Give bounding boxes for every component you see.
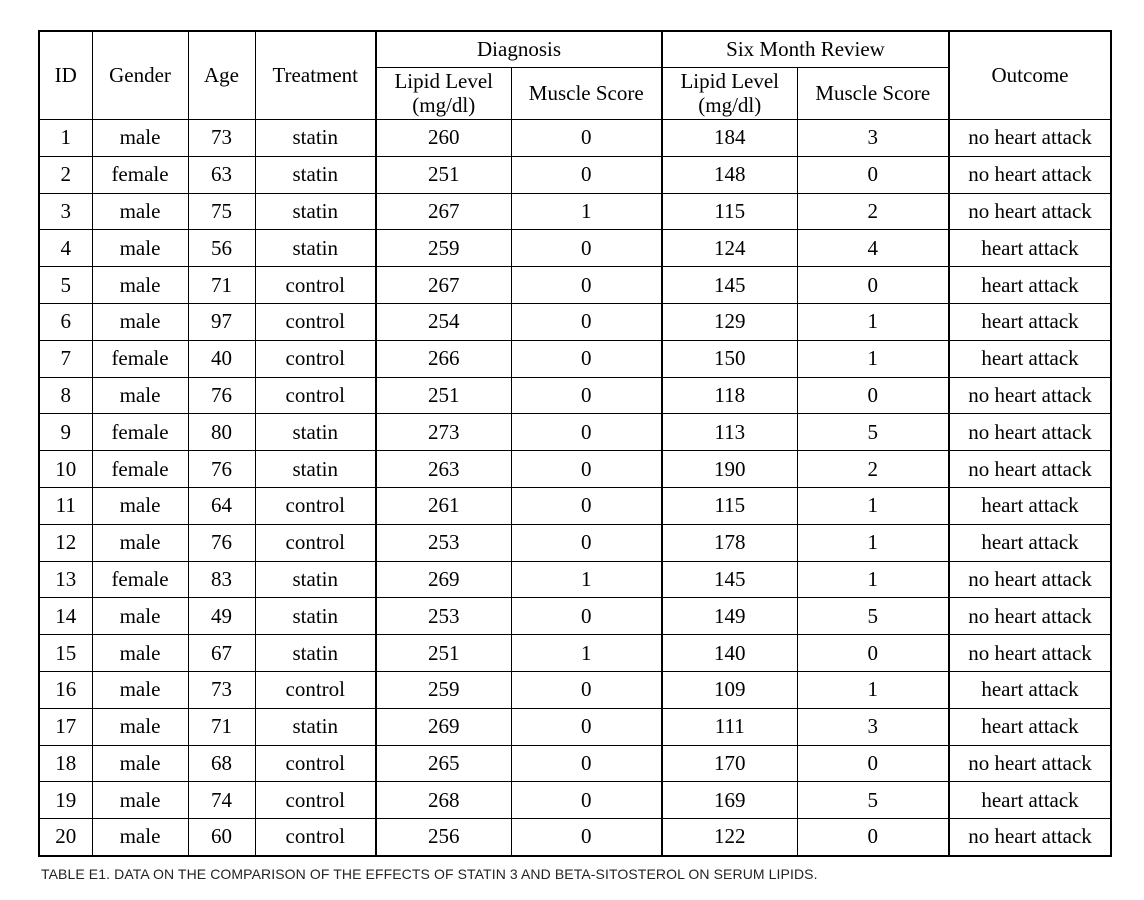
age-cell: 64 bbox=[188, 487, 255, 524]
treatment-cell: control bbox=[255, 671, 376, 708]
diagnosis-lipid-cell: 269 bbox=[376, 708, 511, 745]
diagnosis-lipid-cell: 251 bbox=[376, 635, 511, 672]
diagnosis-muscle-cell: 0 bbox=[511, 414, 662, 451]
outcome-cell: no heart attack bbox=[949, 745, 1111, 782]
gender-cell: male bbox=[92, 745, 188, 782]
id-cell: 12 bbox=[39, 524, 92, 561]
table-row bbox=[39, 671, 1111, 708]
id-cell: 5 bbox=[39, 267, 92, 304]
diagnosis-muscle-cell: 0 bbox=[511, 745, 662, 782]
gender-cell: male bbox=[92, 193, 188, 230]
age-cell: 71 bbox=[188, 267, 255, 304]
header-outcome: Outcome bbox=[949, 31, 1111, 120]
review-lipid-cell: 109 bbox=[662, 671, 797, 708]
review-muscle-cell: 0 bbox=[797, 156, 949, 193]
id-cell: 8 bbox=[39, 377, 92, 414]
review-muscle-cell: 1 bbox=[797, 487, 949, 524]
age-cell: 76 bbox=[188, 451, 255, 488]
diagnosis-lipid-cell: 251 bbox=[376, 156, 511, 193]
lipid-level-label: Lipid Level bbox=[394, 69, 494, 94]
gender-cell: male bbox=[92, 635, 188, 672]
table-row bbox=[39, 193, 1111, 230]
age-cell: 83 bbox=[188, 561, 255, 598]
table-row bbox=[39, 340, 1111, 377]
treatment-cell: control bbox=[255, 524, 376, 561]
review-lipid-cell: 145 bbox=[662, 561, 797, 598]
diagnosis-muscle-cell: 1 bbox=[511, 561, 662, 598]
review-muscle-cell: 1 bbox=[797, 303, 949, 340]
review-lipid-cell: 150 bbox=[662, 340, 797, 377]
review-lipid-cell: 178 bbox=[662, 524, 797, 561]
diagnosis-lipid-cell: 267 bbox=[376, 193, 511, 230]
header-diagnosis: Diagnosis bbox=[376, 31, 662, 68]
diagnosis-muscle-cell: 0 bbox=[511, 156, 662, 193]
diagnosis-lipid-cell: 266 bbox=[376, 340, 511, 377]
age-cell: 76 bbox=[188, 377, 255, 414]
age-cell: 60 bbox=[188, 819, 255, 856]
age-cell: 74 bbox=[188, 782, 255, 819]
diagnosis-muscle-cell: 0 bbox=[511, 671, 662, 708]
gender-cell: male bbox=[92, 230, 188, 267]
outcome-cell: heart attack bbox=[949, 340, 1111, 377]
age-cell: 56 bbox=[188, 230, 255, 267]
treatment-cell: control bbox=[255, 819, 376, 856]
treatment-cell: statin bbox=[255, 708, 376, 745]
diagnosis-lipid-cell: 253 bbox=[376, 524, 511, 561]
data-table bbox=[38, 30, 1112, 857]
header-review-muscle-score: Muscle Score bbox=[797, 68, 949, 120]
age-cell: 80 bbox=[188, 414, 255, 451]
id-cell: 4 bbox=[39, 230, 92, 267]
diagnosis-lipid-cell: 268 bbox=[376, 782, 511, 819]
id-cell: 7 bbox=[39, 340, 92, 377]
table-row bbox=[39, 561, 1111, 598]
outcome-cell: heart attack bbox=[949, 230, 1111, 267]
id-cell: 1 bbox=[39, 120, 92, 157]
diagnosis-lipid-cell: 265 bbox=[376, 745, 511, 782]
treatment-cell: control bbox=[255, 340, 376, 377]
header-review-lipid-level bbox=[662, 68, 797, 120]
gender-cell: male bbox=[92, 120, 188, 157]
review-lipid-cell: 129 bbox=[662, 303, 797, 340]
table-row bbox=[39, 414, 1111, 451]
review-muscle-cell: 1 bbox=[797, 524, 949, 561]
treatment-cell: statin bbox=[255, 561, 376, 598]
outcome-cell: heart attack bbox=[949, 303, 1111, 340]
id-cell: 16 bbox=[39, 671, 92, 708]
table-row bbox=[39, 635, 1111, 672]
table-row bbox=[39, 267, 1111, 304]
gender-cell: female bbox=[92, 451, 188, 488]
review-muscle-cell: 3 bbox=[797, 120, 949, 157]
outcome-cell: no heart attack bbox=[949, 451, 1111, 488]
review-lipid-cell: 122 bbox=[662, 819, 797, 856]
table-row bbox=[39, 487, 1111, 524]
age-cell: 40 bbox=[188, 340, 255, 377]
gender-cell: male bbox=[92, 708, 188, 745]
diagnosis-lipid-cell: 251 bbox=[376, 377, 511, 414]
diagnosis-lipid-cell: 254 bbox=[376, 303, 511, 340]
header-diagnosis-lipid-level bbox=[376, 68, 511, 120]
id-cell: 17 bbox=[39, 708, 92, 745]
table-row bbox=[39, 451, 1111, 488]
diagnosis-lipid-cell: 259 bbox=[376, 230, 511, 267]
header-gender: Gender bbox=[92, 31, 188, 120]
age-cell: 68 bbox=[188, 745, 255, 782]
diagnosis-lipid-cell: 269 bbox=[376, 561, 511, 598]
diagnosis-muscle-cell: 0 bbox=[511, 782, 662, 819]
id-cell: 11 bbox=[39, 487, 92, 524]
age-cell: 49 bbox=[188, 598, 255, 635]
review-muscle-cell: 1 bbox=[797, 340, 949, 377]
gender-cell: male bbox=[92, 671, 188, 708]
treatment-cell: statin bbox=[255, 230, 376, 267]
diagnosis-lipid-cell: 267 bbox=[376, 267, 511, 304]
header-row-1 bbox=[39, 31, 1111, 68]
id-cell: 13 bbox=[39, 561, 92, 598]
review-muscle-cell: 0 bbox=[797, 635, 949, 672]
review-lipid-cell: 184 bbox=[662, 120, 797, 157]
table-row bbox=[39, 708, 1111, 745]
outcome-cell: heart attack bbox=[949, 671, 1111, 708]
table-row bbox=[39, 745, 1111, 782]
outcome-cell: no heart attack bbox=[949, 377, 1111, 414]
treatment-cell: statin bbox=[255, 598, 376, 635]
age-cell: 71 bbox=[188, 708, 255, 745]
outcome-cell: no heart attack bbox=[949, 598, 1111, 635]
review-muscle-cell: 0 bbox=[797, 745, 949, 782]
header-id: ID bbox=[39, 31, 92, 120]
review-muscle-cell: 4 bbox=[797, 230, 949, 267]
review-lipid-cell: 140 bbox=[662, 635, 797, 672]
diagnosis-lipid-cell: 259 bbox=[376, 671, 511, 708]
data-table-container bbox=[38, 30, 1110, 857]
diagnosis-muscle-cell: 0 bbox=[511, 377, 662, 414]
outcome-cell: heart attack bbox=[949, 487, 1111, 524]
header-six-month-review: Six Month Review bbox=[662, 31, 949, 68]
diagnosis-muscle-cell: 0 bbox=[511, 120, 662, 157]
age-cell: 76 bbox=[188, 524, 255, 561]
review-lipid-cell: 148 bbox=[662, 156, 797, 193]
review-lipid-cell: 190 bbox=[662, 451, 797, 488]
outcome-cell: heart attack bbox=[949, 524, 1111, 561]
review-lipid-cell: 115 bbox=[662, 193, 797, 230]
review-lipid-cell: 149 bbox=[662, 598, 797, 635]
gender-cell: male bbox=[92, 598, 188, 635]
table-row bbox=[39, 230, 1111, 267]
outcome-cell: heart attack bbox=[949, 708, 1111, 745]
id-cell: 14 bbox=[39, 598, 92, 635]
treatment-cell: control bbox=[255, 377, 376, 414]
diagnosis-muscle-cell: 0 bbox=[511, 598, 662, 635]
outcome-cell: heart attack bbox=[949, 267, 1111, 304]
id-cell: 2 bbox=[39, 156, 92, 193]
id-cell: 9 bbox=[39, 414, 92, 451]
table-body bbox=[39, 120, 1111, 856]
review-muscle-cell: 5 bbox=[797, 414, 949, 451]
table-row bbox=[39, 598, 1111, 635]
lipid-level-unit: (mg/dl) bbox=[412, 92, 476, 117]
table-row bbox=[39, 377, 1111, 414]
table-row bbox=[39, 156, 1111, 193]
review-lipid-cell: 124 bbox=[662, 230, 797, 267]
gender-cell: male bbox=[92, 267, 188, 304]
diagnosis-lipid-cell: 253 bbox=[376, 598, 511, 635]
gender-cell: male bbox=[92, 377, 188, 414]
header-age: Age bbox=[188, 31, 255, 120]
lipid-level-unit: (mg/dl) bbox=[698, 92, 762, 117]
review-lipid-cell: 118 bbox=[662, 377, 797, 414]
outcome-cell: no heart attack bbox=[949, 635, 1111, 672]
lipid-level-label: Lipid Level bbox=[680, 69, 780, 94]
treatment-cell: statin bbox=[255, 451, 376, 488]
outcome-cell: no heart attack bbox=[949, 120, 1111, 157]
diagnosis-lipid-cell: 263 bbox=[376, 451, 511, 488]
age-cell: 67 bbox=[188, 635, 255, 672]
diagnosis-muscle-cell: 1 bbox=[511, 193, 662, 230]
diagnosis-lipid-cell: 260 bbox=[376, 120, 511, 157]
id-cell: 15 bbox=[39, 635, 92, 672]
treatment-cell: control bbox=[255, 782, 376, 819]
gender-cell: male bbox=[92, 487, 188, 524]
age-cell: 73 bbox=[188, 120, 255, 157]
outcome-cell: no heart attack bbox=[949, 414, 1111, 451]
age-cell: 63 bbox=[188, 156, 255, 193]
gender-cell: female bbox=[92, 561, 188, 598]
treatment-cell: statin bbox=[255, 120, 376, 157]
table-row bbox=[39, 303, 1111, 340]
treatment-cell: control bbox=[255, 267, 376, 304]
review-muscle-cell: 5 bbox=[797, 782, 949, 819]
gender-cell: male bbox=[92, 524, 188, 561]
review-lipid-cell: 170 bbox=[662, 745, 797, 782]
id-cell: 20 bbox=[39, 819, 92, 856]
table-row bbox=[39, 524, 1111, 561]
treatment-cell: control bbox=[255, 745, 376, 782]
gender-cell: male bbox=[92, 819, 188, 856]
treatment-cell: control bbox=[255, 303, 376, 340]
review-muscle-cell: 0 bbox=[797, 377, 949, 414]
id-cell: 3 bbox=[39, 193, 92, 230]
diagnosis-muscle-cell: 0 bbox=[511, 267, 662, 304]
table-header bbox=[39, 31, 1111, 120]
review-lipid-cell: 113 bbox=[662, 414, 797, 451]
gender-cell: male bbox=[92, 782, 188, 819]
table-row bbox=[39, 782, 1111, 819]
diagnosis-muscle-cell: 0 bbox=[511, 340, 662, 377]
table-row bbox=[39, 120, 1111, 157]
diagnosis-muscle-cell: 0 bbox=[511, 524, 662, 561]
gender-cell: female bbox=[92, 414, 188, 451]
gender-cell: female bbox=[92, 340, 188, 377]
age-cell: 73 bbox=[188, 671, 255, 708]
outcome-cell: no heart attack bbox=[949, 193, 1111, 230]
review-muscle-cell: 1 bbox=[797, 671, 949, 708]
id-cell: 6 bbox=[39, 303, 92, 340]
id-cell: 10 bbox=[39, 451, 92, 488]
review-lipid-cell: 111 bbox=[662, 708, 797, 745]
review-muscle-cell: 0 bbox=[797, 267, 949, 304]
gender-cell: male bbox=[92, 303, 188, 340]
header-diagnosis-muscle-score: Muscle Score bbox=[511, 68, 662, 120]
review-muscle-cell: 3 bbox=[797, 708, 949, 745]
id-cell: 19 bbox=[39, 782, 92, 819]
id-cell: 18 bbox=[39, 745, 92, 782]
age-cell: 97 bbox=[188, 303, 255, 340]
review-muscle-cell: 1 bbox=[797, 561, 949, 598]
outcome-cell: no heart attack bbox=[949, 156, 1111, 193]
treatment-cell: statin bbox=[255, 635, 376, 672]
header-treatment: Treatment bbox=[255, 31, 376, 120]
diagnosis-lipid-cell: 256 bbox=[376, 819, 511, 856]
review-muscle-cell: 2 bbox=[797, 193, 949, 230]
table-caption: TABLE E1. DATA ON THE COMPARISON OF THE EFFECTS OF STATIN 3 AND BETA-SITOSTEROL ON SERUM LIPIDS. bbox=[41, 866, 818, 882]
outcome-cell: heart attack bbox=[949, 782, 1111, 819]
table-row bbox=[39, 819, 1111, 856]
review-lipid-cell: 145 bbox=[662, 267, 797, 304]
outcome-cell: no heart attack bbox=[949, 561, 1111, 598]
treatment-cell: control bbox=[255, 487, 376, 524]
gender-cell: female bbox=[92, 156, 188, 193]
treatment-cell: statin bbox=[255, 414, 376, 451]
diagnosis-muscle-cell: 0 bbox=[511, 451, 662, 488]
diagnosis-muscle-cell: 0 bbox=[511, 708, 662, 745]
diagnosis-muscle-cell: 0 bbox=[511, 303, 662, 340]
review-muscle-cell: 0 bbox=[797, 819, 949, 856]
review-muscle-cell: 2 bbox=[797, 451, 949, 488]
diagnosis-lipid-cell: 273 bbox=[376, 414, 511, 451]
diagnosis-lipid-cell: 261 bbox=[376, 487, 511, 524]
treatment-cell: statin bbox=[255, 193, 376, 230]
diagnosis-muscle-cell: 0 bbox=[511, 230, 662, 267]
outcome-cell: no heart attack bbox=[949, 819, 1111, 856]
diagnosis-muscle-cell: 0 bbox=[511, 819, 662, 856]
diagnosis-muscle-cell: 1 bbox=[511, 635, 662, 672]
review-lipid-cell: 169 bbox=[662, 782, 797, 819]
review-muscle-cell: 5 bbox=[797, 598, 949, 635]
treatment-cell: statin bbox=[255, 156, 376, 193]
age-cell: 75 bbox=[188, 193, 255, 230]
diagnosis-muscle-cell: 0 bbox=[511, 487, 662, 524]
review-lipid-cell: 115 bbox=[662, 487, 797, 524]
